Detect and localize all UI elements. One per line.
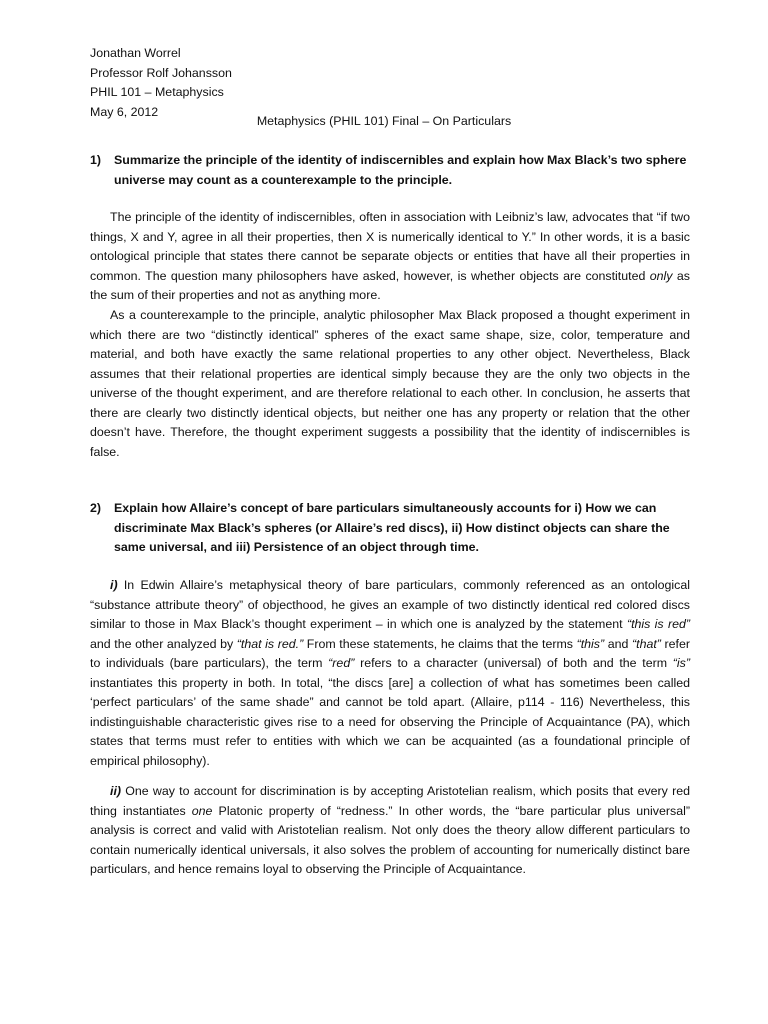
question-2-prompt bbox=[90, 499, 690, 558]
course-name: PHIL 101 – Metaphysics bbox=[90, 85, 224, 99]
answer-1-paragraph-2: As a counterexample to the principle, analytic philosopher Max Black proposed a thought experiment in which there are two “distinctly identical” spheres of the exact same shape, size, color, temperature and material, and both have exactly the same relational properties to any other object. Nevertheless, Black assumes that their relational properties are identical simply because they are the only two objects in the universe of the thought experiment, and are therefore relational to each other. In conclusion, he asserts that there are clearly two distinctly identical objects, but neither one has any property or relation that the other doesn’t have. Therefore, the thought experiment suggests a possibility that the identity of indiscernibles is false. bbox=[90, 308, 690, 459]
answer-2-paragraph-2: ii) One way to account for discrimination is by accepting Aristotelian realism, which posits that every red thing instantiates one Platonic property of “redness.” In other words, the “bare particular plus universal” analysis is correct and valid with Aristotelian realism. Not only does the theory allow different particulars to contain numerically identical universals, it also solves the problem of accounting for numerically distinct bare particulars, and hence remains loyal to observing the Principle of Acquaintance. bbox=[90, 784, 690, 876]
question-2 bbox=[90, 499, 690, 558]
question-1-prompt bbox=[90, 151, 690, 190]
question-1-number: 1) bbox=[90, 153, 102, 167]
professor-name: Professor Rolf Johansson bbox=[90, 65, 232, 80]
sub-answer-label-ii: ii) bbox=[110, 784, 122, 798]
question-1-text: Summarize the principle of the identity of indiscernibles and explain how Max Black’s two sphere universe may count as a counterexample to the principle. bbox=[114, 153, 687, 187]
emphasis-only: only bbox=[649, 268, 673, 283]
document-title: Metaphysics (PHIL 101) Final – On Particulars bbox=[256, 114, 512, 128]
answer-1-paragraph-1: The principle of the identity of indiscernibles, often in association with Leibniz’s law, advocates that “if two things, X and Y, agree in all their properties, then X is numerically identical to Y.” In other words, it is a basic ontological principle that states there cannot be separate objects or entities that have all their properties in common. The question many philosophers have asked, however, is whether objects are constituted only as the sum of their properties and not as anything more. bbox=[90, 210, 690, 302]
document-header bbox=[90, 44, 232, 122]
question-2-text: Explain how Allaire’s concept of bare particulars simultaneously accounts for i) How we can discriminate Max Black’s spheres (or Allaire’s red discs), ii) How distinct objects can share the same universal, and iii) Persistence of an object through time. bbox=[114, 501, 670, 554]
question-1 bbox=[90, 151, 690, 190]
emphasis-one: one bbox=[191, 803, 213, 818]
sub-answer-label-i: i) bbox=[110, 578, 118, 592]
answer-2-paragraph-1: i) In Edwin Allaire’s metaphysical theory of bare particulars, commonly referenced as an ontological “substance attribute theory” of objecthood, he gives an example of two distinctly identical red colored discs similar to those in Max Black’s thought experiment – in which one is analyzed by the statement “this is red” and the other analyzed by “that is red.” From these statements, he claims that the terms “this” and “that” refer to individuals (bare particulars), the term “red” refers to a character (universal) of both and the term “is” instantiates this property in both. In total, “the discs [are] a collection of what has sometimes been called ‘perfect particulars’ of the same shade” and cannot be told apart. (Allaire, p114 - 116) Nevertheless, this indistinguishable characteristic gives rise to a need for observing the Principle of Acquaintance (PA), which states that terms must refer to entities with which we can be acquainted (as a foundational principle of empirical philosophy). bbox=[90, 578, 690, 768]
question-2-number: 2) bbox=[90, 501, 102, 515]
document-date: May 6, 2012 bbox=[90, 104, 159, 119]
author-name: Jonathan Worrel bbox=[90, 46, 181, 60]
